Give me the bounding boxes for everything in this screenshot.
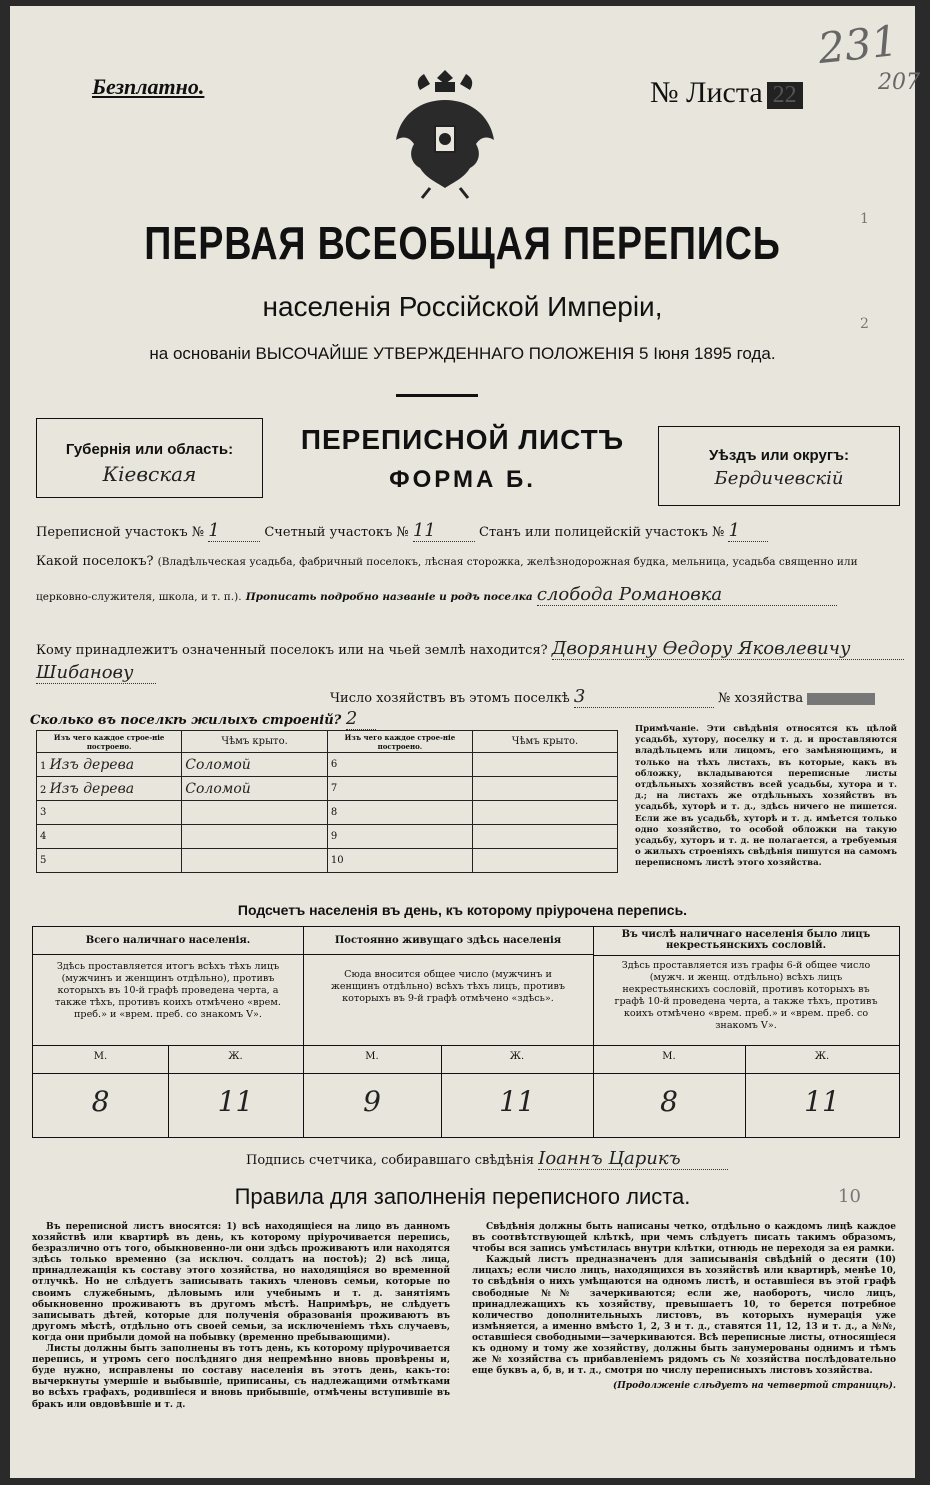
buildings-table <box>36 730 618 873</box>
roof-cell <box>473 777 618 801</box>
settlement-label: Какой поселокъ? <box>36 554 154 569</box>
row-number: 6 <box>327 753 472 777</box>
owner-value-1: Дворянину Өедору Яковлевичу <box>552 638 904 660</box>
population-table <box>32 926 900 1138</box>
table-row <box>37 753 618 777</box>
owner-line <box>36 638 904 660</box>
sheet-number-value: 22 <box>767 82 803 109</box>
sheet-number <box>650 76 803 110</box>
material-cell: Изъ дерева <box>49 780 135 797</box>
police-section-label: Станъ или полицейскій участокъ № <box>479 525 725 540</box>
roof-header-right: Чѣмъ крыто. <box>473 731 618 753</box>
rules-paragraph: Листы должны быть заполнены въ тотъ день, къ которому пріурочивается перепись, и утромъ сего послѣдняго дня непремѣнно вновь провѣрены и, буде нужно, исправлены по составу населенія въ этотъ день, какъ-то: вычеркнуты умершіе и выбывшіе, приписаны, съ надлежащими отмѣтками во всѣхъ графахъ, родившіеся и вновь прибывшіе, отмѣчены вступившіе въ бракъ или овдовѣвшіе и т. д. <box>32 1344 450 1410</box>
signature-value: Іоаннъ Царикъ <box>538 1148 728 1170</box>
settlement-value: слобода Романовка <box>537 584 837 606</box>
total-female-value: 11 <box>217 1085 254 1118</box>
owner-label: Кому принадлежитъ означенный поселокъ или на чьей землѣ находится? <box>36 643 548 658</box>
rules-title: Правила для заполненія переписного листа. <box>234 1184 691 1209</box>
imperial-eagle-emblem <box>390 60 500 200</box>
buildings-value: 2 <box>346 708 376 730</box>
roof-cell <box>473 849 618 873</box>
archive-number-small: 207 <box>878 70 920 95</box>
household-number-label: № хозяйства <box>718 691 804 706</box>
non-peasant-desc: Здѣсь проставляется изъ графы 6-й общее число (мужч. и женщ. отдѣльно) всѣхъ лицъ некрестьянскихъ сословій, противъ которыхъ въ графѣ 10-й проведена черта, а также тѣхъ, противъ коихъ отмѣчено «врем. преб.» и «врем. преб. со знакомъ V». <box>614 960 878 1031</box>
roof-cell: Соломой <box>182 753 328 777</box>
province-box <box>36 418 263 498</box>
census-section-value: 1 <box>208 520 260 542</box>
table-row <box>37 825 618 849</box>
rules-paragraph: Каждый листъ предназначенъ для записыванія свѣдѣній о десяти (10) лицахъ; если число лицъ, находящихся въ хозяйствѣ или квартирѣ, менѣе 10, то свѣдѣнія о нихъ умѣщаются на одномъ листѣ, и оставшіеся въ этой графѣ свободные №№ зачеркиваются; если же, наоборотъ, число лицъ, принадлежащихъ къ хозяйству, превышаетъ 10, то берется потребное количество дополнительныхъ листовъ, въ которыхъ нумерація уже измѣняется, а именно вмѣсто 1, 2, 3 и т. д., ставятся 11, 12, 13 и т. д., а №№, оставшіеся свободными—зачеркиваются. Всѣ переписные листы, относящіеся къ одному и тому же хозяйству, должны быть занумерованы однимъ и тѣмъ же № хозяйства съ прибавленіемъ рядомъ съ № хозяйства послѣдовательно еще буквъ а, б, в, и т. д., смотря по числу переписныхъ листовъ хозяйства. <box>472 1255 896 1377</box>
female-header: Ж. <box>228 1051 243 1062</box>
district-label: Уѣздъ или округъ: <box>708 447 850 464</box>
row-number: 3 <box>37 801 182 825</box>
material-header-right: Изъ чего каждое строе-ніе построено. <box>327 731 472 753</box>
archive-number: 231 <box>815 15 901 74</box>
male-header: М. <box>93 1051 108 1062</box>
police-section-value: 1 <box>728 520 768 542</box>
buildings-line <box>30 708 376 730</box>
margin-number: 10 <box>838 1186 861 1207</box>
margin-number: 2 <box>860 316 869 332</box>
total-population-desc: Здѣсь проставляется итогъ всѣхъ тѣхъ лицъ (мужчинъ и женщинъ отдѣльно), противъ которыхъ въ 10-й графѣ проведена черта, а также тѣхъ, противъ коихъ отмѣчено «врем. преб.» и «врем. преб. со знакомъ V». <box>55 961 281 1020</box>
households-line <box>330 686 875 708</box>
total-male-value: 8 <box>91 1085 110 1118</box>
main-title: ПЕРВАЯ ВСЕОБЩАЯ ПЕРЕПИСЬ <box>144 217 781 269</box>
owner-value-2: Шибанову <box>36 662 156 684</box>
count-section-label: Счетный участокъ № <box>264 525 409 540</box>
female-header: Ж. <box>814 1051 830 1062</box>
resident-female-value: 11 <box>499 1085 535 1118</box>
owner-line-2 <box>36 662 156 684</box>
male-header: М. <box>662 1051 676 1062</box>
settlement-hint-3: Прописать подробно названіе и родъ поселка <box>245 591 533 603</box>
form-title: ПЕРЕПИСНОЙ ЛИСТЪ <box>300 424 625 455</box>
census-section-label: Переписной участокъ № <box>36 525 205 540</box>
form-name: ФОРМА Б. <box>389 466 536 493</box>
subtitle: населенія Россійской Имперіи, <box>262 291 663 322</box>
roof-cell: Соломой <box>182 777 328 801</box>
row-number: 5 <box>37 849 182 873</box>
note-text: Примѣчаніе. Эти свѣдѣнія относятся къ цѣлой усадьбѣ, хутору, поселку и т. д. и проставляются владѣльцемъ или лицомъ, его замѣняющимъ, и только на тѣхъ листахъ, въ которые, какъ въ обложку, вкладываются переписные листы отдѣльныхъ хозяйствъ всей усадьбы, хутора и т. д.; на листахъ же отдѣльныхъ хозяйствъ въ усадьбѣ, хуторѣ и т. д., здѣсь ничего не пишется. Если же въ усадьбѣ, хуторѣ и т. д. имѣется только одно хозяйство, то особой обложки на такую усадьбу, хуторъ и т. д. не полагается, а требуемыя о жилыхъ строеніяхъ свѣдѣнія пишутся на самомъ переписномъ листѣ этого хозяйства. <box>635 724 897 869</box>
resident-male-value: 9 <box>363 1085 381 1118</box>
district-box <box>658 426 900 506</box>
table-row <box>37 777 618 801</box>
roof-cell <box>473 753 618 777</box>
rules-right-column <box>472 1222 896 1392</box>
roof-cell <box>473 825 618 849</box>
total-population-header: Всего наличнаго населенія. <box>85 935 251 946</box>
material-cell: Изъ дерева <box>49 756 135 773</box>
row-number: 1 <box>40 760 47 772</box>
table-row <box>37 849 618 873</box>
settlement-hint-1: (Владѣльческая усадьба, фабричный поселокъ, лѣсная сторожка, желѣзнодорожная будка, мельница, усадьба священно или <box>157 556 858 568</box>
rules-left-column <box>32 1222 450 1411</box>
non-peasant-female-value: 11 <box>804 1085 840 1118</box>
roof-cell <box>182 801 328 825</box>
row-number: 4 <box>37 825 182 849</box>
settlement-line-2 <box>36 584 837 606</box>
signature-label: Подпись счетчика, собиравшаго свѣдѣнія <box>246 1153 535 1168</box>
sections-line <box>36 520 768 542</box>
signature-line <box>246 1148 728 1170</box>
roof-cell <box>473 801 618 825</box>
divider-rule <box>396 394 478 397</box>
province-value: Кіевская <box>102 462 197 486</box>
households-count-value: 3 <box>574 686 714 708</box>
female-header: Ж. <box>509 1051 525 1062</box>
male-header: М. <box>365 1051 379 1062</box>
table-row <box>37 801 618 825</box>
row-number: 8 <box>327 801 472 825</box>
settlement-hint-2: церковно-служителя, школа, и т. п.). <box>36 591 242 603</box>
province-label: Губернія или область: <box>65 441 234 458</box>
household-number-redacted <box>807 693 875 705</box>
roof-header-left: Чѣмъ крыто. <box>182 731 328 753</box>
row-number: 7 <box>327 777 472 801</box>
sheet-number-label: № Листа <box>650 76 763 109</box>
material-header-left: Изъ чего каждое строе-ніе построено. <box>37 731 182 753</box>
census-form-page <box>10 6 920 1478</box>
non-peasant-header: Въ числѣ наличнаго населенія было лицъ некрестьянскихъ сословій. <box>621 929 871 951</box>
district-value: Бердичевскій <box>714 468 844 489</box>
rules-paragraph: Въ переписной листъ вносятся: 1) всѣ находящіеся на лицо въ данномъ хозяйствѣ или квартирѣ въ день, къ которому пріурочивается перепись, безразлично отъ того, обыкновенно-ли они здѣсь проживаютъ или находятся здѣсь только временно (за исключ. солдатъ на постоѣ); 2) всѣ лица, принадлежащія къ составу этого хозяйства, но находящіяся во временной отлучкѣ. Но не слѣдуетъ записывать такихъ членовъ семьи, которые по своимъ служебнымъ, дѣловымъ или учебнымъ и т. д. занятіямъ обыкновенно проживаютъ въ другомъ мѣстѣ. Напримѣръ, не слѣдуетъ записывать дѣтей, которые для полученія образованія проживаютъ въ другомъ мѣстѣ, отдѣльно отъ своей семьи, за исключеніемъ тѣхъ случаевъ, когда они прибыли домой на побывку (временно пребывающими). <box>32 1222 450 1343</box>
row-number: 9 <box>327 825 472 849</box>
row-number: 2 <box>40 784 47 796</box>
population-title: Подсчетъ населенія въ день, къ которому пріурочена перепись. <box>237 902 688 918</box>
roof-cell <box>182 825 328 849</box>
decree-line: на основаніи ВЫСОЧАЙШЕ УТВЕРЖДЕННАГО ПОЛОЖЕНІЯ 5 Іюня 1895 года. <box>149 344 776 363</box>
margin-number: 1 <box>860 211 869 227</box>
count-section-value: 11 <box>413 520 475 542</box>
continued-note: (Продолженіе слѣдуетъ на четвертой страницѣ). <box>613 1381 896 1392</box>
free-label: Безплатно. <box>92 74 205 99</box>
rules-paragraph: Свѣдѣнія должны быть написаны четко, отдѣльно о каждомъ лицѣ каждое въ соотвѣтствующей клѣткѣ, при чемъ слѣдуетъ писать такимъ образомъ, чтобы вся запись умѣстилась внутри клѣтки, отнюдь не переходя за ея рамки. <box>472 1222 896 1255</box>
row-number: 10 <box>327 849 472 873</box>
settlement-line <box>36 554 858 569</box>
resident-population-desc: Сюда вносится общее число (мужчинъ и женщинъ отдѣльно) всѣхъ тѣхъ лицъ, противъ которыхъ въ 9-й графѣ отмѣчено «здѣсь». <box>331 969 565 1004</box>
roof-cell <box>182 849 328 873</box>
resident-population-header: Постоянно живущаго здѣсь населенія <box>334 935 562 946</box>
non-peasant-male-value: 8 <box>660 1085 678 1118</box>
buildings-label: Сколько въ поселкѣ жилыхъ строеній? <box>30 713 342 728</box>
households-count-label: Число хозяйствъ въ этомъ поселкѣ <box>330 691 570 706</box>
